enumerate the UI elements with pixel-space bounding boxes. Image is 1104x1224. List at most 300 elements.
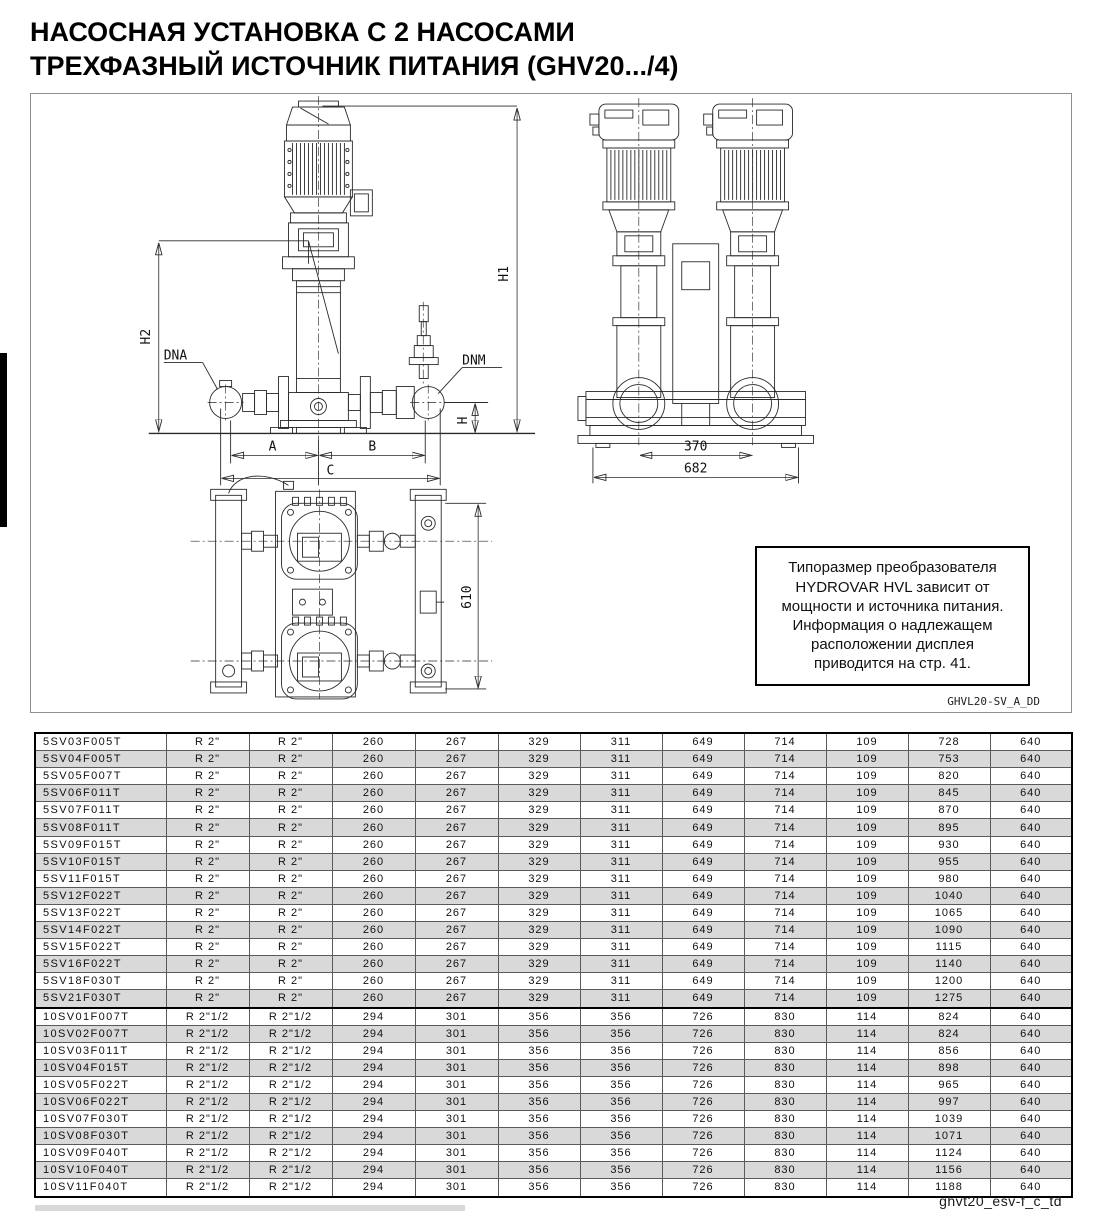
model-cell: 10SV06F022T (35, 1093, 166, 1110)
value-cell: R 2" (249, 887, 332, 904)
value-cell: R 2"1/2 (249, 1145, 332, 1162)
footer-code-label: ghvt20_esv-f_c_td (939, 1193, 1062, 1209)
value-cell: 329 (498, 802, 580, 819)
value-cell: 824 (908, 1008, 990, 1026)
value-cell: 311 (580, 973, 662, 990)
value-cell: 267 (415, 973, 498, 990)
value-cell: 114 (826, 1179, 908, 1197)
value-cell: 260 (332, 819, 415, 836)
front-view-drawing (578, 98, 814, 483)
value-cell: 109 (826, 768, 908, 785)
value-cell: 714 (744, 802, 826, 819)
value-cell: 109 (826, 904, 908, 921)
model-cell: 5SV16F022T (35, 956, 166, 973)
table-row (35, 956, 1072, 973)
table-row (35, 1179, 1072, 1197)
value-cell: 267 (415, 733, 498, 751)
table-row (35, 1093, 1072, 1110)
value-cell: 714 (744, 990, 826, 1008)
value-cell: 301 (415, 1093, 498, 1110)
value-cell: 329 (498, 990, 580, 1008)
model-cell: 5SV21F030T (35, 990, 166, 1008)
value-cell: 294 (332, 1128, 415, 1145)
bottom-page-strip (35, 1205, 465, 1211)
dim-label-682: 682 (684, 461, 708, 477)
dim-label-a: A (268, 439, 277, 455)
value-cell: 726 (662, 1145, 744, 1162)
value-cell: 294 (332, 1145, 415, 1162)
value-cell: 260 (332, 887, 415, 904)
value-cell: 726 (662, 1111, 744, 1128)
value-cell: 640 (990, 819, 1072, 836)
value-cell: 294 (332, 1059, 415, 1076)
value-cell: 109 (826, 990, 908, 1008)
value-cell: 640 (990, 1059, 1072, 1076)
value-cell: 649 (662, 819, 744, 836)
value-cell: R 2" (166, 956, 249, 973)
value-cell: R 2" (166, 904, 249, 921)
value-cell: 714 (744, 904, 826, 921)
value-cell: 301 (415, 1008, 498, 1026)
note-line: Типоразмер преобразователя (788, 559, 997, 577)
value-cell: 640 (990, 1076, 1072, 1093)
value-cell: 726 (662, 1179, 744, 1197)
value-cell: 260 (332, 802, 415, 819)
value-cell: 649 (662, 956, 744, 973)
value-cell: 267 (415, 819, 498, 836)
value-cell: 726 (662, 1059, 744, 1076)
value-cell: 260 (332, 768, 415, 785)
value-cell: 649 (662, 990, 744, 1008)
table-section-5sv (35, 733, 1072, 1008)
value-cell: 109 (826, 922, 908, 939)
table-row (35, 853, 1072, 870)
value-cell: 714 (744, 939, 826, 956)
value-cell: 329 (498, 751, 580, 768)
dim-label-370: 370 (684, 439, 708, 455)
value-cell: 294 (332, 1008, 415, 1026)
dim-label-h2: H2 (138, 328, 154, 345)
value-cell: R 2"1/2 (166, 1025, 249, 1042)
value-cell: R 2"1/2 (166, 1059, 249, 1076)
table-row (35, 802, 1072, 819)
dim-label-h1: H1 (497, 265, 513, 282)
value-cell: 311 (580, 956, 662, 973)
value-cell: 1200 (908, 973, 990, 990)
value-cell: 649 (662, 887, 744, 904)
value-cell: 267 (415, 956, 498, 973)
value-cell: 329 (498, 922, 580, 939)
note-line: мощности и источника питания. (781, 597, 1004, 615)
value-cell: R 2"1/2 (166, 1179, 249, 1197)
model-cell: 5SV09F015T (35, 836, 166, 853)
value-cell: 965 (908, 1076, 990, 1093)
value-cell: R 2"1/2 (249, 1076, 332, 1093)
model-cell: 10SV04F015T (35, 1059, 166, 1076)
value-cell: 114 (826, 1128, 908, 1145)
value-cell: R 2" (249, 836, 332, 853)
value-cell: 640 (990, 904, 1072, 921)
value-cell: 260 (332, 973, 415, 990)
value-cell: 301 (415, 1111, 498, 1128)
value-cell: 830 (744, 1076, 826, 1093)
value-cell: 114 (826, 1008, 908, 1026)
value-cell: 356 (498, 1162, 580, 1179)
value-cell: 726 (662, 1128, 744, 1145)
value-cell: 260 (332, 990, 415, 1008)
value-cell: R 2"1/2 (166, 1128, 249, 1145)
table-row (35, 870, 1072, 887)
value-cell: 301 (415, 1179, 498, 1197)
value-cell: R 2" (166, 768, 249, 785)
value-cell: R 2"1/2 (249, 1059, 332, 1076)
figure-code-label: GHVL20-SV_A_DD (947, 695, 1040, 708)
value-cell: 267 (415, 870, 498, 887)
value-cell: 830 (744, 1128, 826, 1145)
value-cell: 311 (580, 922, 662, 939)
value-cell: 856 (908, 1042, 990, 1059)
model-cell: 5SV18F030T (35, 973, 166, 990)
value-cell: 356 (580, 1162, 662, 1179)
value-cell: 1065 (908, 904, 990, 921)
value-cell: R 2" (249, 973, 332, 990)
value-cell: R 2" (166, 990, 249, 1008)
value-cell: 356 (580, 1111, 662, 1128)
value-cell: 260 (332, 956, 415, 973)
value-cell: 294 (332, 1179, 415, 1197)
value-cell: 114 (826, 1145, 908, 1162)
value-cell: 640 (990, 887, 1072, 904)
table-row (35, 973, 1072, 990)
value-cell: R 2" (249, 870, 332, 887)
value-cell: 311 (580, 939, 662, 956)
value-cell: 260 (332, 751, 415, 768)
value-cell: 311 (580, 785, 662, 802)
value-cell: R 2" (166, 751, 249, 768)
value-cell: 329 (498, 904, 580, 921)
title-line-2: ТРЕХФАЗНЫЙ ИСТОЧНИК ПИТАНИЯ (GHV20.../4) (30, 50, 679, 81)
value-cell: 356 (580, 1059, 662, 1076)
table-row (35, 751, 1072, 768)
value-cell: 356 (498, 1042, 580, 1059)
table-row (35, 1145, 1072, 1162)
value-cell: 311 (580, 836, 662, 853)
value-cell: 294 (332, 1076, 415, 1093)
value-cell: 640 (990, 751, 1072, 768)
model-cell: 5SV05F007T (35, 768, 166, 785)
value-cell: 356 (580, 1128, 662, 1145)
value-cell: 109 (826, 836, 908, 853)
value-cell: 830 (744, 1162, 826, 1179)
table-row (35, 922, 1072, 939)
value-cell: 109 (826, 733, 908, 751)
value-cell: 329 (498, 887, 580, 904)
value-cell: 356 (580, 1179, 662, 1197)
value-cell: 356 (580, 1145, 662, 1162)
table-row (35, 1025, 1072, 1042)
value-cell: 109 (826, 870, 908, 887)
value-cell: R 2" (166, 939, 249, 956)
page-title (30, 16, 679, 84)
value-cell: 329 (498, 819, 580, 836)
value-cell: R 2" (166, 922, 249, 939)
value-cell: 640 (990, 956, 1072, 973)
value-cell: 260 (332, 939, 415, 956)
value-cell: 329 (498, 973, 580, 990)
value-cell: 311 (580, 751, 662, 768)
value-cell: 329 (498, 768, 580, 785)
value-cell: 356 (498, 1025, 580, 1042)
value-cell: 311 (580, 733, 662, 751)
value-cell: 714 (744, 819, 826, 836)
value-cell: 311 (580, 802, 662, 819)
value-cell: R 2" (249, 733, 332, 751)
value-cell: 311 (580, 870, 662, 887)
value-cell: 640 (990, 973, 1072, 990)
dim-label-h: H (456, 416, 472, 425)
value-cell: 311 (580, 853, 662, 870)
value-cell: 356 (498, 1076, 580, 1093)
value-cell: R 2" (166, 785, 249, 802)
value-cell: 267 (415, 904, 498, 921)
value-cell: 267 (415, 922, 498, 939)
note-line: HYDROVAR HVL зависит от (795, 578, 990, 596)
value-cell: 329 (498, 853, 580, 870)
value-cell: 714 (744, 870, 826, 887)
value-cell: 356 (498, 1059, 580, 1076)
table-row (35, 1162, 1072, 1179)
value-cell: 301 (415, 1025, 498, 1042)
value-cell: 294 (332, 1042, 415, 1059)
value-cell: 301 (415, 1128, 498, 1145)
value-cell: R 2"1/2 (166, 1008, 249, 1026)
value-cell: 726 (662, 1042, 744, 1059)
model-cell: 5SV13F022T (35, 904, 166, 921)
value-cell: 830 (744, 1059, 826, 1076)
value-cell: R 2"1/2 (249, 1025, 332, 1042)
value-cell: 997 (908, 1093, 990, 1110)
value-cell: 114 (826, 1076, 908, 1093)
value-cell: 311 (580, 819, 662, 836)
model-cell: 5SV06F011T (35, 785, 166, 802)
model-cell: 10SV01F007T (35, 1008, 166, 1026)
value-cell: 955 (908, 853, 990, 870)
value-cell: 820 (908, 768, 990, 785)
value-cell: 267 (415, 853, 498, 870)
value-cell: 895 (908, 819, 990, 836)
value-cell: R 2" (249, 956, 332, 973)
value-cell: 830 (744, 1145, 826, 1162)
model-cell: 10SV03F011T (35, 1042, 166, 1059)
title-line-1: НАСОСНАЯ УСТАНОВКА С 2 НАСОСАМИ (30, 17, 575, 47)
value-cell: 329 (498, 870, 580, 887)
model-cell: 10SV10F040T (35, 1162, 166, 1179)
table-row (35, 1128, 1072, 1145)
value-cell: 640 (990, 1008, 1072, 1026)
value-cell: 714 (744, 922, 826, 939)
value-cell: 649 (662, 853, 744, 870)
model-cell: 5SV15F022T (35, 939, 166, 956)
value-cell: 1115 (908, 939, 990, 956)
value-cell: 649 (662, 922, 744, 939)
value-cell: 726 (662, 1008, 744, 1026)
model-cell: 10SV07F030T (35, 1111, 166, 1128)
table-row (35, 1076, 1072, 1093)
dimensions-table (34, 732, 1073, 1198)
value-cell: 830 (744, 1179, 826, 1197)
value-cell: 267 (415, 768, 498, 785)
value-cell: R 2"1/2 (249, 1008, 332, 1026)
value-cell: 649 (662, 785, 744, 802)
model-cell: 10SV09F040T (35, 1145, 166, 1162)
value-cell: 649 (662, 870, 744, 887)
value-cell: R 2" (166, 870, 249, 887)
value-cell: R 2" (166, 836, 249, 853)
model-cell: 5SV12F022T (35, 887, 166, 904)
value-cell: 260 (332, 785, 415, 802)
value-cell: 260 (332, 922, 415, 939)
value-cell: 898 (908, 1059, 990, 1076)
value-cell: R 2" (249, 802, 332, 819)
value-cell: 260 (332, 904, 415, 921)
value-cell: 260 (332, 733, 415, 751)
note-line: Информация о надлежащем (792, 617, 993, 634)
value-cell: R 2"1/2 (249, 1162, 332, 1179)
value-cell: 830 (744, 1025, 826, 1042)
value-cell: 356 (498, 1145, 580, 1162)
value-cell: 714 (744, 768, 826, 785)
table-row (35, 887, 1072, 904)
value-cell: 1188 (908, 1179, 990, 1197)
value-cell: 109 (826, 973, 908, 990)
value-cell: 311 (580, 887, 662, 904)
value-cell: 830 (744, 1111, 826, 1128)
value-cell: 329 (498, 836, 580, 853)
model-cell: 5SV08F011T (35, 819, 166, 836)
value-cell: 640 (990, 922, 1072, 939)
value-cell: 640 (990, 836, 1072, 853)
value-cell: 640 (990, 733, 1072, 751)
value-cell: R 2" (166, 853, 249, 870)
value-cell: 114 (826, 1025, 908, 1042)
value-cell: R 2"1/2 (249, 1128, 332, 1145)
value-cell: R 2" (166, 887, 249, 904)
model-cell: 5SV14F022T (35, 922, 166, 939)
note-line: расположении дисплея (811, 636, 974, 654)
value-cell: 714 (744, 853, 826, 870)
value-cell: 640 (990, 1042, 1072, 1059)
value-cell: 267 (415, 751, 498, 768)
value-cell: 356 (580, 1008, 662, 1026)
value-cell: 640 (990, 802, 1072, 819)
value-cell: 649 (662, 939, 744, 956)
value-cell: 1071 (908, 1128, 990, 1145)
table-row (35, 819, 1072, 836)
value-cell: 726 (662, 1076, 744, 1093)
value-cell: 640 (990, 939, 1072, 956)
value-cell: R 2" (249, 922, 332, 939)
table-row (35, 1111, 1072, 1128)
value-cell: 830 (744, 1093, 826, 1110)
value-cell: 267 (415, 785, 498, 802)
value-cell: 649 (662, 973, 744, 990)
value-cell: 329 (498, 733, 580, 751)
value-cell: 109 (826, 939, 908, 956)
value-cell: 356 (498, 1093, 580, 1110)
value-cell: 649 (662, 768, 744, 785)
value-cell: 714 (744, 956, 826, 973)
value-cell: 640 (990, 853, 1072, 870)
value-cell: R 2"1/2 (249, 1093, 332, 1110)
value-cell: 356 (580, 1042, 662, 1059)
table-row (35, 733, 1072, 751)
value-cell: R 2" (166, 819, 249, 836)
table-row (35, 768, 1072, 785)
value-cell: R 2"1/2 (166, 1162, 249, 1179)
value-cell: 267 (415, 887, 498, 904)
value-cell: 649 (662, 802, 744, 819)
value-cell: R 2" (249, 904, 332, 921)
value-cell: 753 (908, 751, 990, 768)
table-row (35, 1059, 1072, 1076)
value-cell: 329 (498, 956, 580, 973)
value-cell: 329 (498, 939, 580, 956)
value-cell: 649 (662, 904, 744, 921)
value-cell: 930 (908, 836, 990, 853)
value-cell: 1140 (908, 956, 990, 973)
value-cell: 356 (580, 1025, 662, 1042)
value-cell: 714 (744, 733, 826, 751)
value-cell: 1275 (908, 990, 990, 1008)
table-row (35, 939, 1072, 956)
value-cell: 109 (826, 785, 908, 802)
model-cell: 5SV07F011T (35, 802, 166, 819)
model-cell: 5SV11F015T (35, 870, 166, 887)
value-cell: 301 (415, 1076, 498, 1093)
value-cell: 830 (744, 1008, 826, 1026)
model-cell: 5SV04F005T (35, 751, 166, 768)
value-cell: 301 (415, 1145, 498, 1162)
value-cell: R 2" (249, 819, 332, 836)
side-view-drawing (139, 96, 535, 485)
value-cell: R 2"1/2 (166, 1111, 249, 1128)
value-cell: 640 (990, 768, 1072, 785)
value-cell: 294 (332, 1162, 415, 1179)
value-cell: 260 (332, 853, 415, 870)
model-cell: 10SV08F030T (35, 1128, 166, 1145)
value-cell: 301 (415, 1042, 498, 1059)
left-page-tab (0, 353, 7, 527)
value-cell: 109 (826, 802, 908, 819)
top-view-drawing (191, 476, 492, 699)
value-cell: 311 (580, 768, 662, 785)
value-cell: R 2" (249, 939, 332, 956)
value-cell: 114 (826, 1162, 908, 1179)
value-cell: R 2"1/2 (249, 1111, 332, 1128)
value-cell: 260 (332, 870, 415, 887)
value-cell: 640 (990, 1111, 1072, 1128)
value-cell: R 2" (249, 853, 332, 870)
value-cell: 114 (826, 1059, 908, 1076)
value-cell: 356 (498, 1008, 580, 1026)
table-row (35, 785, 1072, 802)
value-cell: 109 (826, 956, 908, 973)
value-cell: 845 (908, 785, 990, 802)
value-cell: 356 (498, 1111, 580, 1128)
value-cell: 640 (990, 1025, 1072, 1042)
value-cell: 1124 (908, 1145, 990, 1162)
dim-label-dnm: DNM (462, 353, 486, 369)
